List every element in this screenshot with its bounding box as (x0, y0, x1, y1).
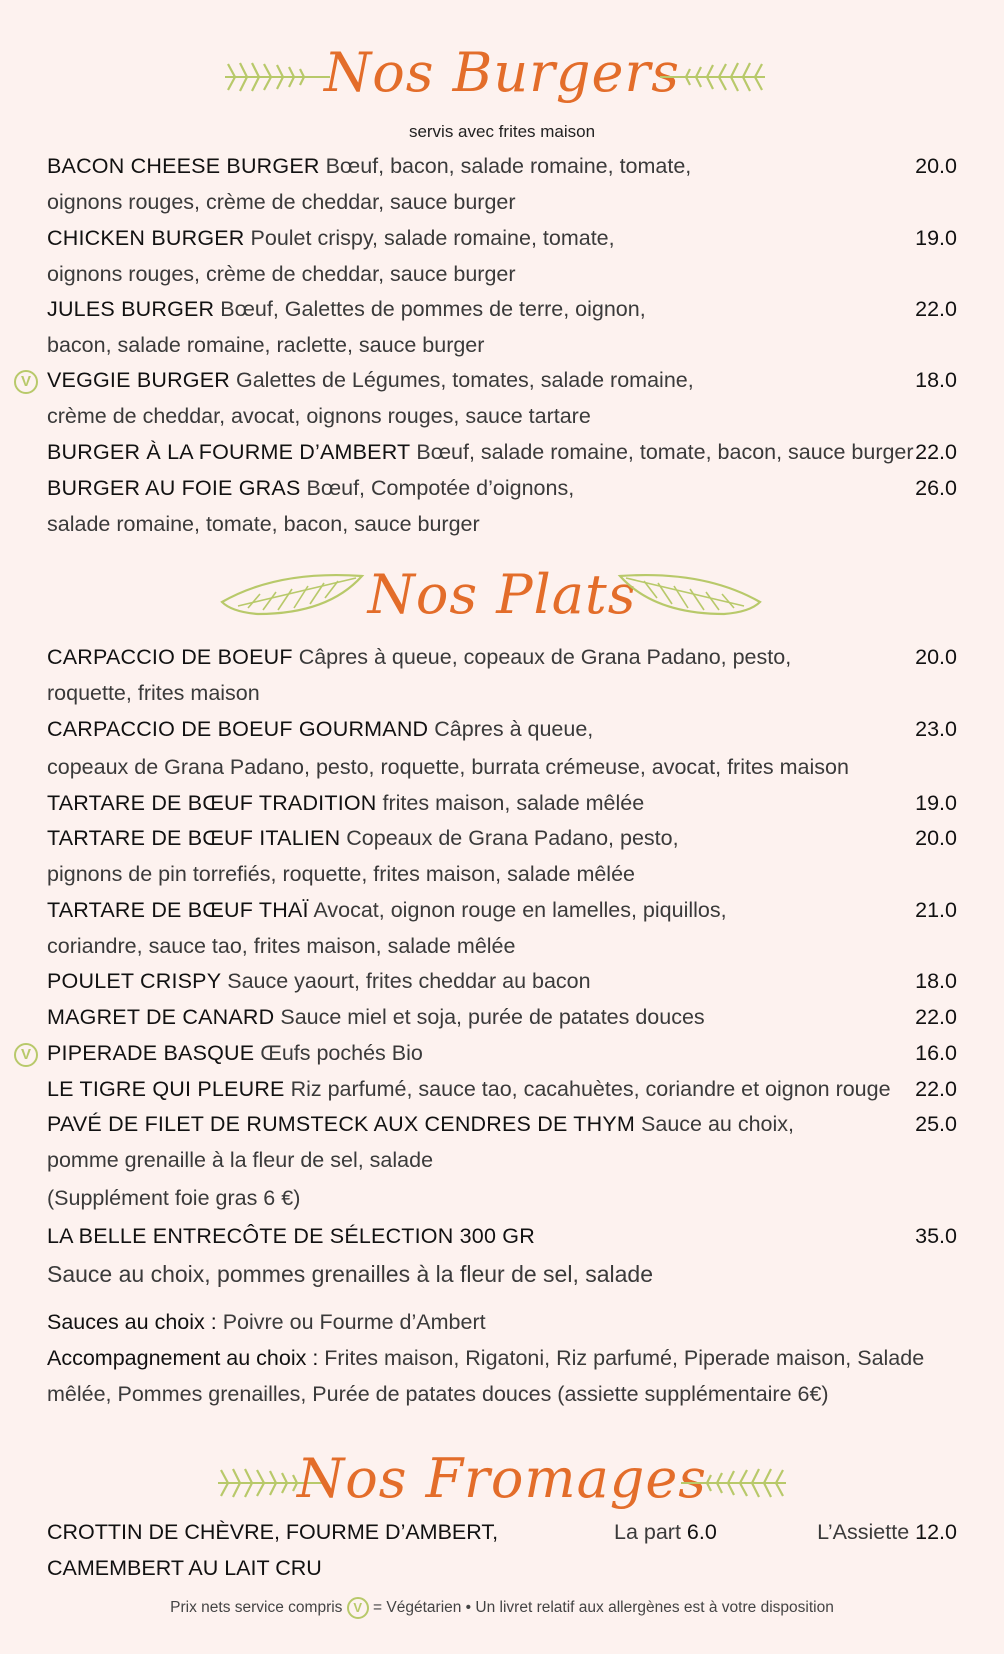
item-price: 16.0 (915, 1041, 957, 1065)
menu-item (47, 963, 957, 999)
item-desc: Sauce miel et soja, purée de patates douces (280, 1005, 705, 1029)
fern-right-icon (676, 1464, 791, 1502)
item-desc: Câpres à queue, copeaux de Grana Padano, pesto, (298, 645, 792, 669)
item-price: 22.0 (915, 1005, 957, 1029)
burgers-subtitle: servis avec frites maison (408, 122, 596, 141)
fromages-name-line2: CAMEMBERT AU LAIT CRU (47, 1556, 322, 1580)
item-desc: Bœuf, salade romaine, tomate, bacon, sauce burger (416, 440, 914, 464)
item-price: 22.0 (915, 297, 957, 321)
item-price: 18.0 (915, 368, 957, 392)
item-desc: Œufs pochés Bio (260, 1041, 423, 1065)
vegetarian-icon: V (14, 1043, 38, 1067)
menu-item (47, 1035, 957, 1071)
item-price: 26.0 (915, 476, 957, 500)
menu-item (47, 1071, 957, 1107)
item-desc-line2: roquette, frites maison (47, 681, 260, 705)
accompagnement-label: Accompagnement au choix : (47, 1346, 319, 1370)
item-desc-line2: copeaux de Grana Padano, pesto, roquette, burrata crémeuse, avocat, frites maison (47, 755, 849, 779)
item-desc: Riz parfumé, sauce tao, cacahuètes, coriandre et oignon rouge (290, 1077, 891, 1101)
fromages-assiette (817, 1514, 957, 1550)
item-name: PIPERADE BASQUE (47, 1041, 255, 1065)
item-price: 21.0 (915, 898, 957, 922)
menu-item (47, 820, 957, 856)
footer-left: Prix nets service compris (170, 1599, 343, 1617)
item-name: PAVÉ DE FILET DE RUMSTECK AUX CENDRES DE THYM (47, 1112, 636, 1136)
item-price: 19.0 (915, 226, 957, 250)
item-price: 20.0 (915, 154, 957, 178)
item-name: TARTARE DE BŒUF THAÏ (47, 898, 309, 922)
menu-item (47, 892, 957, 928)
leaf-right-icon (616, 570, 764, 620)
item-desc: Avocat, oignon rouge en lamelles, piquillos, (313, 898, 727, 922)
item-name: CHICKEN BURGER (47, 226, 245, 250)
item-desc-line2: salade romaine, tomate, bacon, sauce burger (47, 512, 480, 536)
item-desc-line2: pignons de pin torrefiés, roquette, frites maison, salade mêlée (47, 862, 635, 886)
item-price: 19.0 (915, 791, 957, 815)
item-price: 20.0 (915, 645, 957, 669)
item-desc-line2: crème de cheddar, avocat, oignons rouges, sauce tartare (47, 404, 591, 428)
item-desc: Copeaux de Grana Padano, pesto, (346, 826, 679, 850)
item-desc: Bœuf, Compotée d’oignons, (306, 476, 575, 500)
assiette-price: 12.0 (915, 1520, 957, 1544)
fromages-name: CROTTIN DE CHÈVRE, FOURME D’AMBERT, (47, 1520, 499, 1544)
item-price: 22.0 (915, 1077, 957, 1101)
menu-item (47, 148, 957, 184)
item-name: POULET CRISPY (47, 969, 222, 993)
menu-item (47, 1218, 957, 1254)
accompagnement-line2: mêlée, Pommes grenailles, Purée de patates douces (assiette supplémentaire 6€) (47, 1382, 829, 1406)
item-desc: frites maison, salade mêlée (382, 791, 645, 815)
sauces-label: Sauces au choix : (47, 1310, 217, 1334)
item-desc: Poulet crispy, salade romaine, tomate, (250, 226, 615, 250)
item-name: CARPACCIO DE BOEUF GOURMAND (47, 717, 429, 741)
item-name: LE TIGRE QUI PLEURE (47, 1077, 285, 1101)
item-desc-line2: bacon, salade romaine, raclette, sauce burger (47, 333, 485, 357)
item-desc-line2: pomme grenaille à la fleur de sel, salade (47, 1148, 434, 1172)
item-name: TARTARE DE BŒUF ITALIEN (47, 826, 341, 850)
menu-item (47, 362, 957, 398)
sauces-text: Poivre ou Fourme d’Ambert (222, 1310, 486, 1334)
menu-item (47, 434, 957, 470)
footer-note (0, 1597, 1004, 1619)
item-price: 22.0 (915, 440, 957, 464)
vegetarian-icon: V (14, 370, 38, 394)
plats-title: Nos Plats (367, 563, 637, 626)
item-price: 20.0 (915, 826, 957, 850)
vegetarian-icon: V (347, 1597, 369, 1619)
item-desc: Sauce au choix, (641, 1112, 795, 1136)
fromages-title: Nos Fromages (296, 1447, 708, 1510)
item-name: TARTARE DE BŒUF TRADITION (47, 791, 377, 815)
part-price: 6.0 (686, 1520, 717, 1544)
menu-item (47, 291, 957, 327)
menu-item (47, 639, 957, 675)
item-desc-line2: oignons rouges, crème de cheddar, sauce burger (47, 190, 516, 214)
item-price: 23.0 (915, 717, 957, 741)
accompagnement-line (47, 1340, 924, 1376)
item-name: JULES BURGER (47, 297, 215, 321)
item-desc-line2: coriandre, sauce tao, frites maison, salade mêlée (47, 934, 516, 958)
item-name: BACON CHEESE BURGER (47, 154, 320, 178)
menu-item (47, 470, 957, 506)
assiette-label: L’Assiette (817, 1520, 910, 1544)
item-price: 25.0 (915, 1112, 957, 1136)
item-desc-line2: Sauce au choix, pommes grenailles à la fleur de sel, salade (47, 1261, 654, 1287)
item-name: LA BELLE ENTRECÔTE DE SÉLECTION 300 GR (47, 1224, 535, 1248)
menu-item (47, 999, 957, 1035)
item-name: BURGER À LA FOURME D’AMBERT (47, 440, 411, 464)
item-desc: Sauce yaourt, frites cheddar au bacon (227, 969, 591, 993)
fromages-part (614, 1514, 717, 1550)
part-label: La part (614, 1520, 681, 1544)
item-name: CARPACCIO DE BOEUF (47, 645, 293, 669)
item-desc: Galettes de Légumes, tomates, salade romaine, (235, 368, 694, 392)
item-price: 18.0 (915, 969, 957, 993)
sauces-line (47, 1304, 486, 1340)
item-desc-line2: oignons rouges, crème de cheddar, sauce burger (47, 262, 516, 286)
accompagnement-text: Frites maison, Rigatoni, Riz parfumé, Piperade maison, Salade (324, 1346, 925, 1370)
fern-right-icon (655, 58, 770, 96)
menu-item (47, 785, 957, 821)
item-name: MAGRET DE CANARD (47, 1005, 275, 1029)
item-name: VEGGIE BURGER (47, 368, 230, 392)
menu-item (47, 711, 957, 747)
footer-right: = Végétarien • Un livret relatif aux allergènes est à votre disposition (373, 1599, 834, 1617)
menu-item (47, 1106, 957, 1142)
menu-item (47, 220, 957, 256)
item-desc-line3: (Supplément foie gras 6 €) (47, 1186, 301, 1210)
item-price: 35.0 (915, 1224, 957, 1248)
item-desc: Câpres à queue, (434, 717, 594, 741)
item-name: BURGER AU FOIE GRAS (47, 476, 301, 500)
item-desc: Bœuf, Galettes de pommes de terre, oignon, (220, 297, 646, 321)
item-desc: Bœuf, bacon, salade romaine, tomate, (325, 154, 692, 178)
burgers-title: Nos Burgers (324, 41, 680, 104)
